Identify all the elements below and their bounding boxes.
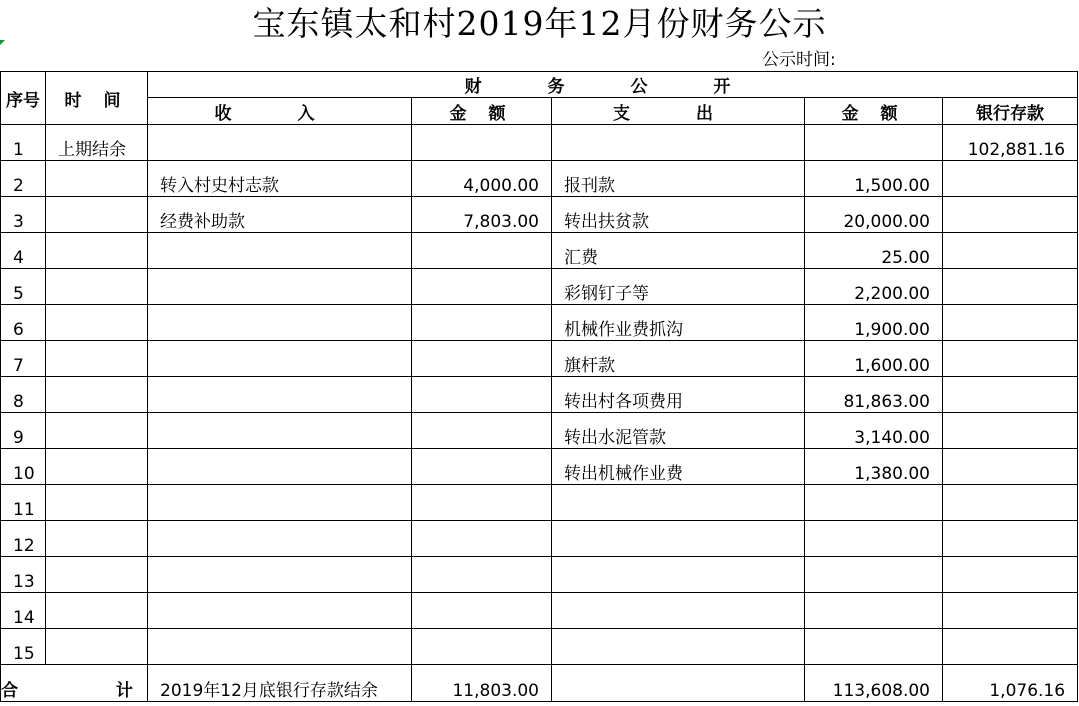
- cell-expense: 转出村各项费用: [552, 377, 805, 413]
- cell-income: [148, 593, 412, 629]
- cell-income: [148, 341, 412, 377]
- cell-bank-deposit: [943, 233, 1078, 269]
- cell-expense-amount: 1,500.00: [805, 161, 943, 197]
- cell-income: [148, 557, 412, 593]
- total-expense: [552, 665, 805, 702]
- total-income-amount: 11,803.00: [412, 665, 552, 702]
- cell-seq: 2: [1, 161, 46, 197]
- cell-time: [46, 269, 148, 305]
- table-row: [1, 269, 1078, 305]
- cell-income: 经费补助款: [148, 197, 412, 233]
- cell-seq: 4: [1, 233, 46, 269]
- cell-seq: 7: [1, 341, 46, 377]
- cell-bank-deposit: [943, 557, 1078, 593]
- cell-time: [46, 485, 148, 521]
- header-expense-amount: 金 额: [805, 98, 943, 125]
- cell-income-amount: [412, 413, 552, 449]
- cell-income: [148, 233, 412, 269]
- cell-time: [46, 377, 148, 413]
- cell-expense-amount: [805, 521, 943, 557]
- header-finance-disclosure: 财 务 公 开: [148, 72, 1078, 98]
- cell-expense: [552, 557, 805, 593]
- cell-time: [46, 449, 148, 485]
- cell-time: [46, 629, 148, 665]
- header-seq: 序号: [1, 72, 46, 125]
- cell-bank-deposit: [943, 593, 1078, 629]
- cell-expense: [552, 521, 805, 557]
- cell-expense: [552, 629, 805, 665]
- cell-expense-amount: [805, 125, 943, 161]
- cell-expense: 机械作业费抓沟: [552, 305, 805, 341]
- table-row: [1, 629, 1078, 665]
- table-row: [1, 125, 1078, 161]
- cell-expense: [552, 485, 805, 521]
- cell-income: [148, 269, 412, 305]
- header-row-2: [1, 98, 1078, 125]
- cell-income-amount: [412, 269, 552, 305]
- cell-seq: 14: [1, 593, 46, 629]
- total-bank-deposit: 1,076.16: [943, 665, 1078, 702]
- table-row: [1, 341, 1078, 377]
- cell-seq: 15: [1, 629, 46, 665]
- cell-time: [46, 197, 148, 233]
- cell-expense-amount: 1,380.00: [805, 449, 943, 485]
- cell-bank-deposit: [943, 377, 1078, 413]
- cell-income-amount: 4,000.00: [412, 161, 552, 197]
- cell-income-amount: [412, 341, 552, 377]
- cell-expense: 汇费: [552, 233, 805, 269]
- cell-bank-deposit: [943, 341, 1078, 377]
- cell-income: [148, 449, 412, 485]
- cell-income: [148, 629, 412, 665]
- cell-seq: 1: [1, 125, 46, 161]
- cell-seq: 11: [1, 485, 46, 521]
- cell-time: [46, 413, 148, 449]
- cell-bank-deposit: [943, 629, 1078, 665]
- cell-time: [46, 557, 148, 593]
- header-income-amount: 金 额: [412, 98, 552, 125]
- cell-income: [148, 485, 412, 521]
- cell-expense-amount: 81,863.00: [805, 377, 943, 413]
- cell-expense: 旗杆款: [552, 341, 805, 377]
- table-row: [1, 377, 1078, 413]
- cell-seq: 6: [1, 305, 46, 341]
- total-income-note: 2019年12月底银行存款结余: [148, 665, 412, 702]
- cell-seq: 10: [1, 449, 46, 485]
- cell-time: [46, 521, 148, 557]
- table-row: [1, 593, 1078, 629]
- cell-expense: 转出机械作业费: [552, 449, 805, 485]
- cell-income-amount: [412, 629, 552, 665]
- cell-bank-deposit: [943, 305, 1078, 341]
- cell-expense: 转出扶贫款: [552, 197, 805, 233]
- header-bank-deposit: 银行存款: [943, 98, 1078, 125]
- header-time: 时 间: [46, 72, 148, 125]
- cell-bank-deposit: [943, 449, 1078, 485]
- cell-income-amount: [412, 305, 552, 341]
- finance-table: [0, 71, 1078, 702]
- table-row: [1, 521, 1078, 557]
- cell-time: [46, 341, 148, 377]
- cell-income: 转入村史村志款: [148, 161, 412, 197]
- cell-comment-marker: [0, 40, 5, 45]
- cell-seq: 3: [1, 197, 46, 233]
- cell-bank-deposit: [943, 269, 1078, 305]
- cell-expense-amount: [805, 485, 943, 521]
- cell-income-amount: [412, 557, 552, 593]
- cell-expense: 彩钢钉子等: [552, 269, 805, 305]
- cell-seq: 8: [1, 377, 46, 413]
- cell-time: [46, 593, 148, 629]
- header-expense: 支 出: [552, 98, 805, 125]
- cell-income-amount: [412, 593, 552, 629]
- document-title: 宝东镇太和村2019年12月份财务公示: [252, 4, 827, 43]
- cell-time: [46, 161, 148, 197]
- cell-income-amount: [412, 485, 552, 521]
- cell-time: [46, 233, 148, 269]
- cell-income: [148, 305, 412, 341]
- cell-seq: 13: [1, 557, 46, 593]
- cell-bank-deposit: [943, 413, 1078, 449]
- cell-expense-amount: 1,900.00: [805, 305, 943, 341]
- cell-income-amount: [412, 449, 552, 485]
- cell-expense: 报刊款: [552, 161, 805, 197]
- cell-income: [148, 521, 412, 557]
- total-label: 合 计: [1, 665, 148, 702]
- cell-income-amount: [412, 125, 552, 161]
- table-row: [1, 557, 1078, 593]
- cell-expense-amount: [805, 629, 943, 665]
- cell-expense: [552, 125, 805, 161]
- cell-seq: 5: [1, 269, 46, 305]
- cell-bank-deposit: [943, 521, 1078, 557]
- cell-bank-deposit: [943, 485, 1078, 521]
- table-row: [1, 485, 1078, 521]
- table-row: [1, 413, 1078, 449]
- cell-bank-deposit: [943, 161, 1078, 197]
- cell-expense-amount: 3,140.00: [805, 413, 943, 449]
- header-income: 收 入: [148, 98, 412, 125]
- cell-expense-amount: 20,000.00: [805, 197, 943, 233]
- total-expense-amount: 113,608.00: [805, 665, 943, 702]
- cell-expense-amount: 1,600.00: [805, 341, 943, 377]
- cell-expense: [552, 593, 805, 629]
- cell-income-amount: [412, 233, 552, 269]
- total-row: [1, 665, 1078, 702]
- cell-income-amount: [412, 377, 552, 413]
- cell-expense-amount: 25.00: [805, 233, 943, 269]
- cell-income-amount: 7,803.00: [412, 197, 552, 233]
- cell-income: [148, 377, 412, 413]
- table-row: [1, 161, 1078, 197]
- cell-expense-amount: [805, 557, 943, 593]
- cell-bank-deposit: 102,881.16: [943, 125, 1078, 161]
- cell-expense-amount: 2,200.00: [805, 269, 943, 305]
- cell-time: [46, 305, 148, 341]
- cell-income: [148, 125, 412, 161]
- table-row: [1, 197, 1078, 233]
- cell-seq: 12: [1, 521, 46, 557]
- cell-income: [148, 413, 412, 449]
- header-row-1: [1, 72, 1078, 98]
- cell-expense: 转出水泥管款: [552, 413, 805, 449]
- table-row: [1, 233, 1078, 269]
- table-row: [1, 449, 1078, 485]
- table-row: [1, 305, 1078, 341]
- cell-seq: 9: [1, 413, 46, 449]
- cell-time: 上期结余: [46, 125, 148, 161]
- cell-bank-deposit: [943, 197, 1078, 233]
- publication-time-label: 公示时间:: [762, 50, 836, 70]
- cell-expense-amount: [805, 593, 943, 629]
- cell-income-amount: [412, 521, 552, 557]
